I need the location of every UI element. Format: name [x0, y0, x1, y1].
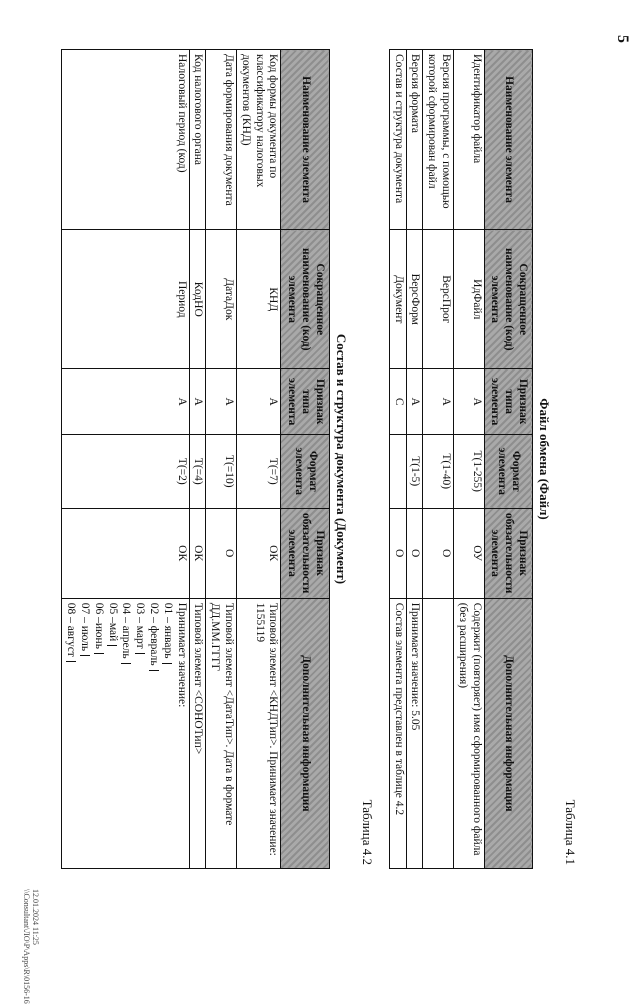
- table-cell: ВерсФорм: [406, 230, 423, 369]
- table-cell: Т(1-40): [423, 434, 454, 508]
- table-cell: А: [189, 369, 206, 435]
- table1-header-code: Сокращенное наименование (код) элемента: [484, 230, 532, 369]
- table-row: [454, 50, 485, 869]
- table-cell: О: [389, 508, 406, 598]
- table-cell: Версия программы, с помощью которой сформирован файл: [423, 50, 454, 230]
- table-cell: ВерсПрог: [423, 230, 454, 369]
- month-item: 06 –июнь: [91, 603, 105, 864]
- table2: [61, 49, 329, 869]
- table-row: [189, 50, 206, 869]
- table-cell: Т(=7): [237, 434, 281, 508]
- table2-title: Состав и структура документа (Документ): [333, 333, 349, 585]
- month-item: 01 – январь: [160, 603, 174, 864]
- month-item: 05 –май: [105, 603, 119, 864]
- table2-header-format: Формат элемента: [281, 434, 329, 508]
- table-cell: Типовой элемент <СОНОТип>: [189, 598, 206, 868]
- footer-timestamp: 12.01.2024 11:25: [31, 889, 40, 945]
- table-cell: ИдФайл: [454, 230, 485, 369]
- page-number: 5: [614, 35, 631, 43]
- table-row: [423, 50, 454, 869]
- table-cell: ОК: [237, 508, 281, 598]
- table2-header-info: Дополнительная информация: [281, 598, 329, 868]
- table-cell: А: [423, 369, 454, 435]
- table2-header-name: Наименование элемента: [281, 50, 329, 230]
- table-cell: А: [62, 369, 189, 435]
- table2-header-required: Признак обязательности элемента: [281, 508, 329, 598]
- table1: [389, 49, 533, 869]
- table-cell: А: [206, 369, 237, 435]
- table-cell: О: [423, 508, 454, 598]
- table-row: [389, 50, 406, 869]
- month-item: 04 – апрель: [119, 603, 133, 864]
- table-cell-period-info: [62, 598, 189, 868]
- month-list: [63, 603, 173, 864]
- scan-footer: [22, 889, 40, 1004]
- table-cell: Состав элемента представлен в таблице 4.2: [389, 598, 406, 868]
- table-cell: Версия формата: [406, 50, 423, 230]
- table-cell: [423, 598, 454, 868]
- table1-header-format: Формат элемента: [484, 434, 532, 508]
- table-cell: Код налогового органа: [189, 50, 206, 230]
- footer-path: \\Consultant\ЛО\Р\Apps\R\0156-16: [22, 889, 31, 1004]
- table-cell: А: [237, 369, 281, 435]
- table-cell: ДатаДок: [206, 230, 237, 369]
- table-cell: Т(=4): [189, 434, 206, 508]
- table-cell: Т(1-5): [406, 434, 423, 508]
- table1-header-name: Наименование элемента: [484, 50, 532, 230]
- table-cell: ОУ: [454, 508, 485, 598]
- table-cell: А: [454, 369, 485, 435]
- table-cell: Код формы документа по классификатору налоговых документов (КНД): [237, 50, 281, 230]
- table1-header-required: Признак обязательности элемента: [484, 508, 532, 598]
- rotated-page-content: [40, 49, 600, 869]
- table-row: [406, 50, 423, 869]
- table-row: [237, 50, 281, 869]
- table-cell: Т(=10): [206, 434, 237, 508]
- table-cell: ОК: [62, 508, 189, 598]
- table1-header-info: Дополнительная информация: [484, 598, 532, 868]
- table-cell: О: [206, 508, 237, 598]
- table-cell: Состав и структура документа: [389, 50, 406, 230]
- table2-label: Таблица 4.2: [359, 799, 375, 865]
- table-cell: Период: [62, 230, 189, 369]
- table-cell: Налоговый период (код): [62, 50, 189, 230]
- table-cell: Дата формирования документа: [206, 50, 237, 230]
- table-cell: Содержит (повторяет) имя сформированного файла (без расширения): [454, 598, 485, 868]
- table2-header-row: [281, 50, 329, 869]
- table1-header-row: [484, 50, 532, 869]
- table-cell: О: [406, 508, 423, 598]
- table-cell: Типовой элемент <ДатаТип>. Дата в формате ДД.ММ.ГГГГ: [206, 598, 237, 868]
- table-cell: Т(=2): [62, 434, 189, 508]
- month-item: 07 – июль: [77, 603, 91, 864]
- table2-header-type: Признак типа элемента: [281, 369, 329, 435]
- month-item: 03 – март: [132, 603, 146, 864]
- table-cell: Документ: [389, 230, 406, 369]
- table-cell: КодНО: [189, 230, 206, 369]
- table-cell: С: [389, 369, 406, 435]
- table-cell: Т(1-255): [454, 434, 485, 508]
- table1-header-type: Признак типа элемента: [484, 369, 532, 435]
- table1-title: Файл обмена (Файл): [537, 398, 552, 520]
- table-row: [206, 50, 237, 869]
- table1-label: Таблица 4.1: [563, 799, 578, 865]
- table-cell: [389, 434, 406, 508]
- month-item: 08 – август: [63, 603, 77, 864]
- month-item: 02 – февраль: [146, 603, 160, 864]
- table-cell: КНД: [237, 230, 281, 369]
- table-cell: ОК: [189, 508, 206, 598]
- table-cell: А: [406, 369, 423, 435]
- table-cell: Типовой элемент <КНДТип>. Принимает значение: 1155119: [237, 598, 281, 868]
- table-cell: Идентификатор файла: [454, 50, 485, 230]
- table2-header-code: Сокращенное наименование (код) элемента: [281, 230, 329, 369]
- period-intro: Принимает значение:: [175, 602, 188, 708]
- table-cell: Принимает значение: 5.05: [406, 598, 423, 868]
- table-row: [62, 50, 189, 869]
